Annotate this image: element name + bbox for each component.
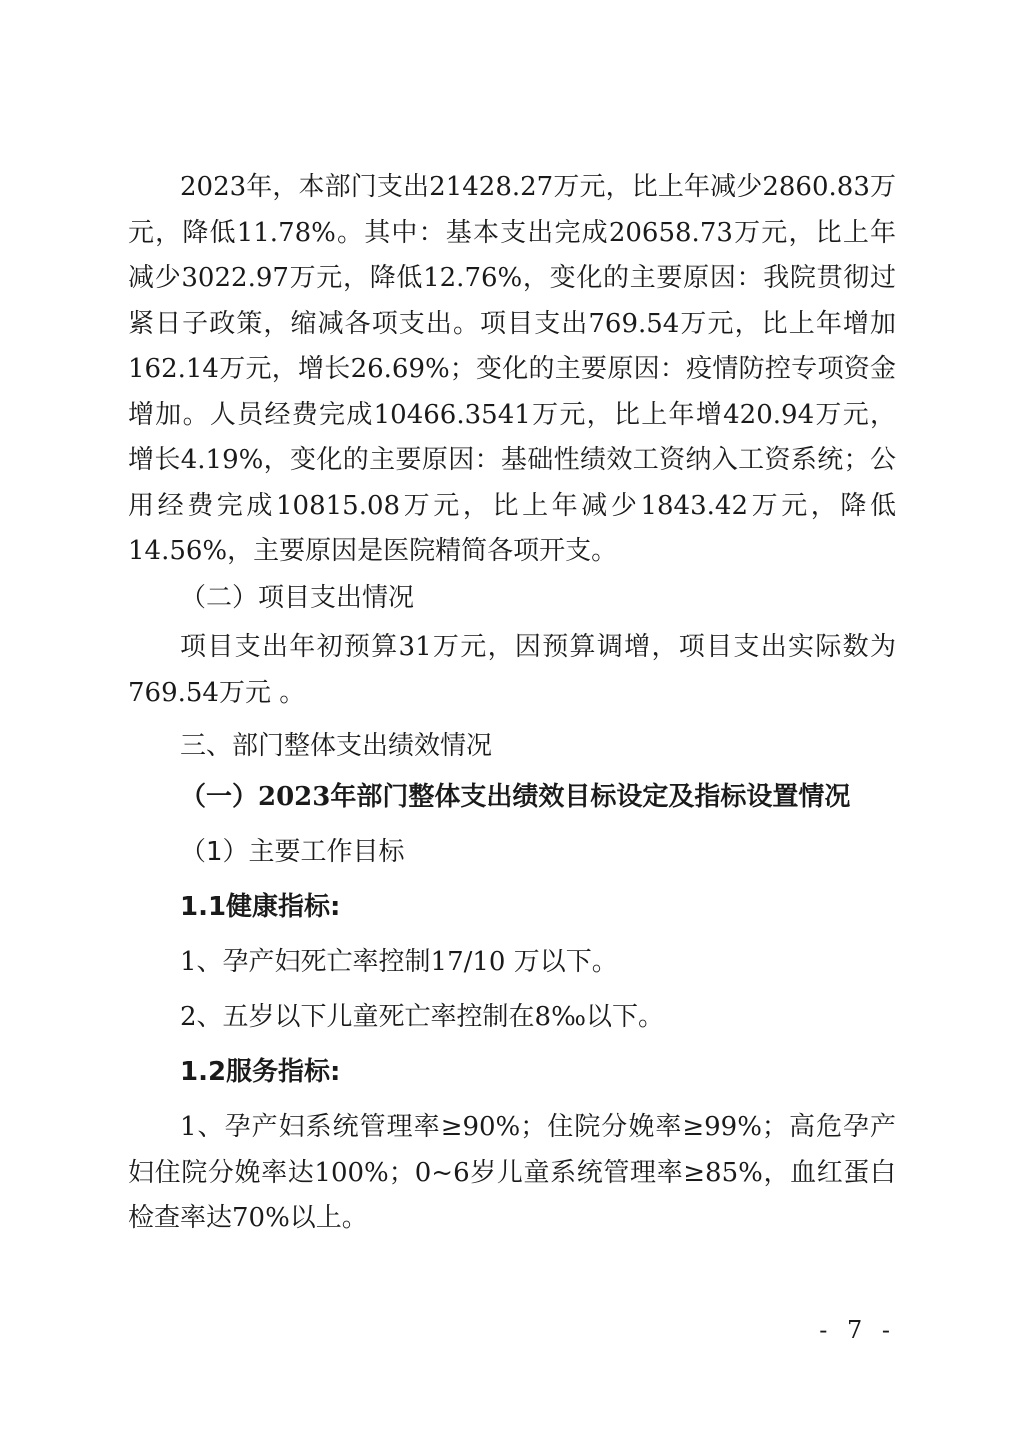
section-three-heading: 三、部门整体支出绩效情况 [180, 731, 493, 761]
expenditure-summary-paragraph: 2023年，本部门支出21428.27万元，比上年减少2860.83万元，降低11.78%。其中：基本支出完成20658.73万元，比上年减少3022.97万元，降低12.76%，变化的主要原因：我院贯彻过紧日子政策，缩减各项支出。项目支出769.54万元，比上年增加162.14万元，增长26.69%；变化的主要原因：疫情防控专项资金增加。人员经费完成10466.3541万元，比上年增420.94万元，增长4.19%，变化的主要原因：基础性绩效工资纳入工资系统；公用经费完成10815.08万元，比上年减少1843.42万元，降低14.56%，主要原因是医院精简各项开支。 [128, 172, 896, 566]
service-indicators-heading: 1.2服务指标: [180, 1057, 341, 1087]
performance-goal-heading: （一）2023年部门整体支出绩效目标设定及指标设置情况 [180, 782, 851, 812]
page-number: - 7 - [819, 1316, 896, 1344]
service-indicator-item: 1、孕产妇系统管理率≥90%；住院分娩率≥99%；高危孕产妇住院分娩率达100%；0~6岁儿童系统管理率≥85%，血红蛋白检查率达70%以上。 [128, 1112, 896, 1233]
project-expenditure-heading: （二）项目支出情况 [180, 583, 415, 613]
project-expenditure-paragraph: 项目支出年初预算31万元，因预算调增，项目支出实际数为769.54万元 。 [128, 632, 896, 708]
health-indicator-item: 2、五岁以下儿童死亡率控制在8‰以下。 [180, 1002, 664, 1032]
health-indicators-heading: 1.1健康指标: [180, 892, 341, 922]
health-indicator-item: 1、孕产妇死亡率控制17/10 万以下。 [180, 947, 618, 977]
main-work-goal-heading: （1）主要工作目标 [180, 837, 405, 867]
